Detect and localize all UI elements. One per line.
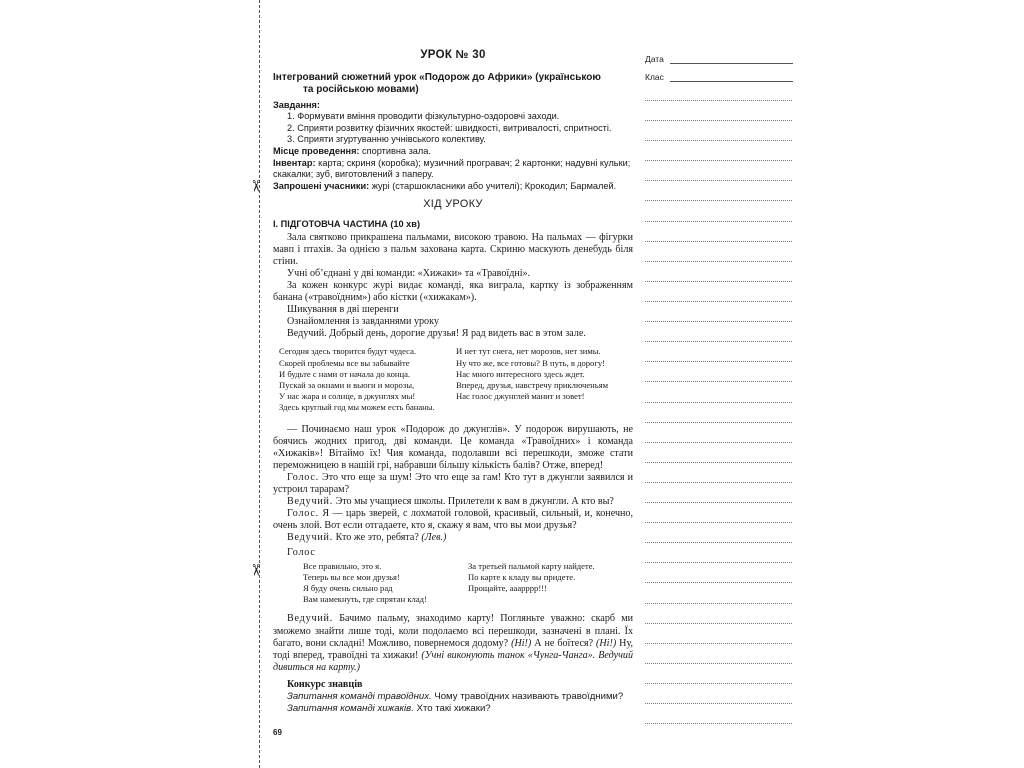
note-line bbox=[645, 341, 792, 342]
note-line bbox=[645, 683, 792, 684]
note-line bbox=[645, 582, 792, 583]
question-label: Запитання команді травоїдних. bbox=[287, 691, 432, 702]
subtitle-line-2: та російською мовами) bbox=[303, 84, 419, 96]
note-line bbox=[645, 321, 792, 322]
date-label: Дата bbox=[645, 54, 664, 64]
tasks-label: Завдання: bbox=[273, 99, 320, 110]
notes-header bbox=[645, 52, 793, 88]
speaker: Голос. bbox=[287, 508, 320, 520]
class-label: Клас bbox=[645, 72, 664, 82]
note-line bbox=[645, 723, 792, 724]
dialogue-note: (Учні виконують танок «Чунга-Чанга». Ведучий дивиться на карту.) bbox=[273, 649, 633, 673]
poem-line: Я буду очень сильно рад bbox=[303, 583, 393, 594]
note-line bbox=[645, 180, 792, 181]
cut-line bbox=[259, 0, 260, 768]
dialogue-text: Кто же это, ребята? bbox=[333, 532, 422, 544]
speaker: Голос. bbox=[287, 471, 320, 483]
note-line bbox=[645, 603, 792, 604]
place-value: спортивна зала. bbox=[359, 145, 431, 156]
poem-line: Вам намекнуть, где спрятан клад! bbox=[303, 594, 427, 605]
guests-value: журі (старшокласники або учителі); Крокодил; Бармалей. bbox=[369, 180, 617, 191]
dialogue-text: Это что еще за шум! Это что еще за гам! Кто тут в джунгли заявился и устроил тарарам? bbox=[273, 471, 633, 496]
paragraph: Учні об’єднані у дві команди: «Хижаки» та «Травоїдні». bbox=[287, 267, 531, 279]
dialogue-note: (Ні!) bbox=[596, 637, 617, 649]
poem-line: Пускай за окнами и вьюги и морозы, bbox=[279, 379, 415, 390]
lesson-title: УРОК № 30 bbox=[420, 49, 486, 61]
dialogue-line bbox=[273, 613, 633, 673]
dialogue-note: (Лев.) bbox=[421, 532, 447, 544]
dialogue-text: Бачимо пальму, знаходимо карту! Погляньте уважно: скарб ми зможемо знайти лише тоді, коли подолаємо всі перешкоди, зазначені в плані. Їх багато, вони складні! Можливо, повернемося додому? bbox=[273, 613, 633, 649]
guests-label: Запрошені учасники: bbox=[273, 180, 370, 191]
lesson-content bbox=[273, 50, 633, 715]
dialogue-line bbox=[273, 496, 633, 508]
note-line bbox=[645, 281, 792, 282]
poem-line: Ну что же, все готовы? В путь, в дорогу! bbox=[456, 357, 606, 368]
note-line bbox=[645, 462, 792, 463]
poem-column-right bbox=[468, 561, 633, 606]
note-line bbox=[645, 422, 792, 423]
place-info bbox=[273, 146, 633, 158]
poem-block bbox=[279, 346, 633, 413]
note-line bbox=[645, 402, 792, 403]
task-item: 3. Сприяти згуртуванню учнівського колективу. bbox=[287, 134, 486, 145]
poem-block bbox=[303, 561, 633, 606]
scissors-icon: ✂ bbox=[246, 179, 266, 193]
note-line bbox=[645, 361, 792, 362]
paragraph: — Починаємо наш урок «Подорож до джунглів». У подорож вирушають, не боячись жодних пригод, дві команди. Це команда «Травоїдних» і команда «Хижаків»! Вітаймо їх! Чия команда, подолавши всі перешкоди, зможе стати переможницею в нашій грі, набравши більшу кількість балів? Отже, вперед! bbox=[273, 423, 633, 471]
inventory-label: Інвентар: bbox=[273, 157, 316, 168]
inventory-value: карта; скриня (коробка); музичний програвач; 2 картонки; надувні кульки; скакалки; зуб, виготовлений з паперу. bbox=[273, 157, 631, 180]
note-line bbox=[645, 442, 792, 443]
note-line bbox=[645, 482, 792, 483]
poem-line: Нас много интересного здесь ждет. bbox=[456, 368, 585, 379]
guests-info bbox=[273, 181, 633, 193]
dialogue-text: Это мы учащиеся школы. Прилетели к вам в джунгли. А кто вы? bbox=[333, 496, 614, 508]
note-line bbox=[645, 542, 792, 543]
inventory-info bbox=[273, 158, 633, 181]
poem-column-left bbox=[303, 561, 468, 606]
section-heading: І. ПІДГОТОВЧА ЧАСТИНА (10 хв) bbox=[273, 218, 421, 229]
date-field[interactable] bbox=[645, 52, 793, 64]
class-field[interactable] bbox=[645, 70, 793, 82]
paragraph: Шикування в дві шеренги bbox=[287, 304, 399, 316]
paragraph: Ознайомлення із завданнями уроку bbox=[287, 316, 439, 328]
subtitle-line-1: Інтегрований сюжетний урок «Подорож до Африки» (українською bbox=[273, 71, 601, 83]
paragraph: За кожен конкурс журі видає команді, яка виграла, картку із зображенням банана («травоїдним») або кістки («хижакам»). bbox=[273, 279, 633, 303]
paragraph: Ведучий. Добрый день, дорогие друзья! Я рад видеть вас в этом зале. bbox=[287, 328, 586, 340]
note-line bbox=[645, 522, 792, 523]
dialogue-line bbox=[273, 508, 633, 532]
scissors-icon: ✂ bbox=[246, 563, 266, 577]
speaker: Ведучий. bbox=[287, 532, 334, 544]
dialogue-line bbox=[273, 532, 633, 544]
dialogue-note: (Ні!) bbox=[511, 637, 532, 649]
poem-line: Сегодня здесь творится будут чудеса. bbox=[279, 346, 417, 357]
course-heading: ХІД УРОКУ bbox=[423, 198, 483, 211]
note-line bbox=[645, 200, 792, 201]
poem-column-right bbox=[456, 346, 633, 413]
dialogue-line bbox=[273, 472, 633, 496]
poem-line: И нет тут снега, нет морозов, нет зимы. bbox=[456, 346, 601, 357]
note-line bbox=[645, 502, 792, 503]
question-text: Чому травоїдних називають травоїдними? bbox=[431, 691, 624, 702]
question bbox=[287, 703, 633, 715]
note-line bbox=[645, 703, 792, 704]
page-number: 69 bbox=[273, 728, 282, 737]
poem-line: У нас жара и солнце, в джунглях мы! bbox=[279, 391, 416, 402]
dialogue-text: А не боїтеся? bbox=[531, 637, 597, 649]
poem-column-left bbox=[279, 346, 456, 413]
paragraph: Зала святково прикрашена пальмами, високою травою. На пальмах — фігурки мавп і птахів. За однією з пальм захована карта. Скриню маскують денебудь біля стіни. bbox=[273, 231, 633, 267]
task-item: 2. Сприяти розвитку фізичних якостей: швидкості, витривалості, спритності. bbox=[287, 122, 612, 133]
note-line bbox=[645, 140, 792, 141]
note-line bbox=[645, 623, 792, 624]
poem-line: За третьей пальмой карту найдете. bbox=[468, 560, 595, 571]
poem-line: Теперь вы все мои друзья! bbox=[303, 571, 400, 582]
note-line bbox=[645, 120, 792, 121]
note-line bbox=[645, 663, 792, 664]
place-label: Місце проведення: bbox=[273, 145, 360, 156]
task-item: 1. Формувати вміння проводити фізкультурно-оздоровчі заходи. bbox=[287, 111, 560, 122]
question-text: Хто такі хижаки? bbox=[413, 703, 491, 714]
poem-line: Здесь круглый год мы можем есть бананы. bbox=[279, 402, 435, 413]
note-line bbox=[645, 221, 792, 222]
dialogue-text: Я — царь зверей, с лохматой головой, красивый, сильный, и, конечно, очень злой. Вот если отгадаете, кто я, скажу я вам, что вы мои друзья? bbox=[273, 508, 633, 532]
poem-line: Нас голос джунглей манит и зовет! bbox=[456, 391, 585, 402]
tasks-list bbox=[273, 111, 633, 146]
speaker: Ведучий. bbox=[287, 613, 334, 625]
poem-line: Скорей проблемы все вы забывайте bbox=[279, 357, 410, 368]
poem-line: По карте к кладу вы придете. bbox=[468, 571, 576, 582]
note-line bbox=[645, 241, 792, 242]
voice-label: Голос bbox=[287, 546, 316, 558]
lesson-subtitle bbox=[273, 72, 633, 97]
speaker: Ведучий. bbox=[287, 496, 334, 508]
poem-line: И будьте с нами от начала до конца. bbox=[279, 368, 411, 379]
note-line bbox=[645, 261, 792, 262]
note-line bbox=[645, 381, 792, 382]
poem-line: Прощайте, ааарррр!!! bbox=[468, 583, 547, 594]
note-line bbox=[645, 301, 792, 302]
question-label: Запитання команді хижаків. bbox=[287, 703, 414, 714]
note-line bbox=[645, 160, 792, 161]
poem-line: Вперед, друзья, навстречу приключеньям bbox=[456, 379, 609, 390]
note-line bbox=[645, 562, 792, 563]
note-line bbox=[645, 100, 792, 101]
question bbox=[287, 691, 633, 703]
contest-heading: Конкурс знавців bbox=[287, 678, 363, 690]
poem-line: Все правильно, это я. bbox=[303, 560, 382, 571]
class-line bbox=[670, 72, 793, 82]
date-line bbox=[670, 54, 793, 64]
note-line bbox=[645, 643, 792, 644]
dialogue-text: Ну, тоді вперед, травоїдні та хижаки! bbox=[273, 637, 634, 661]
